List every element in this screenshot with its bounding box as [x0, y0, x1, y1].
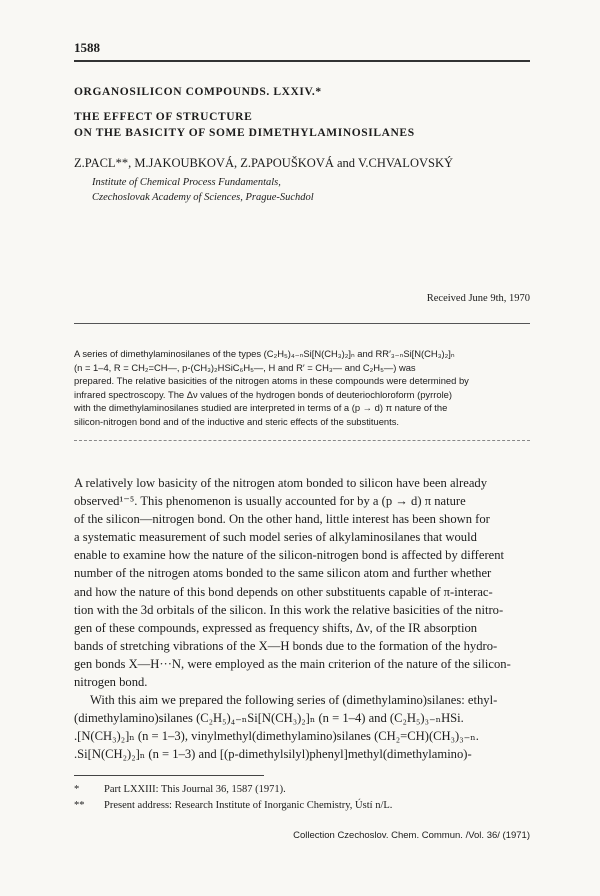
body-line: .Si[N(CH₂)₂]ₙ (n = 1–3) and [(p-dimethylsilyl)phenyl]methyl(dimethylamino)- [74, 747, 472, 762]
abstract-bottom-rule [74, 440, 530, 441]
body-line: gen bonds X—H···N, were employed as the main criterion of the nature of the silicon- [74, 656, 511, 671]
body-line: enable to examine how the nature of the silicon-nitrogen bond is affected by different [74, 548, 505, 563]
footnotes [74, 782, 392, 814]
page-number: 1588 [74, 40, 100, 55]
authors: Z.PACL**, M.JAKOUBKOVÁ, Z.PAPOUŠKOVÁ and V.CHVALOVSKÝ [74, 156, 453, 170]
article-title [74, 84, 530, 141]
abstract-line: (n = 1–4, R = CH₂=CH—, p-(CH₃)₂HSiC₆H₅—, H and R′ = CH₃— and C₂H₅—) was [74, 361, 416, 373]
footnote [74, 782, 392, 798]
body-line: number of the nitrogen atoms bonded to the same silicon atom and further whether [74, 566, 492, 581]
affiliation [92, 175, 314, 205]
journal-footer: Collection Czechoslov. Chem. Commun. /Vol. 36/ (1971) [293, 830, 530, 841]
body-line: With this aim we prepared the following series of (dimethylamino)silanes: ethyl- [90, 693, 498, 708]
header-rule [74, 60, 530, 62]
abstract-line: infrared spectroscopy. The Δν values of the hydrogen bonds of deuteriochloroform (pyrrole) [74, 388, 452, 400]
body-line: a systematic measurement of such model series of alkylaminosilanes that would [74, 530, 477, 545]
body-line: gen of these compounds, expressed as frequency shifts, Δν, of the IR absorption [74, 620, 478, 635]
footnote-text: Present address: Research Institute of Inorganic Chemistry, Ústí n/L. [104, 800, 393, 811]
title-line-1: ORGANOSILICON COMPOUNDS. LXXIV.* [74, 86, 322, 98]
footnote [74, 798, 392, 814]
abstract-top-rule [74, 323, 530, 324]
title-line-3: ON THE BASICITY OF SOME DIMETHYLAMINOSILANES [74, 127, 415, 139]
body-line: and how the nature of this bond depends on other substituents capable of π-interac- [74, 584, 493, 599]
body-line: tion with the 3d orbitals of the silicon. In this work the relative basicities of the nitro- [74, 602, 504, 617]
footnote-rule [74, 775, 264, 776]
title-line-2: THE EFFECT OF STRUCTURE [74, 111, 253, 123]
abstract-line: A series of dimethylaminosilanes of the types (C₂H₅)₄₋ₙSi[N(CH₃)₂]ₙ and RR′₃₋ₙSi[N(CH₃)₂]ₙ [74, 348, 455, 359]
body-line: .[N(CH₃)₂]ₙ (n = 1–3), vinylmethyl(dimethylamino)silanes (CH₂=CH)(CH₃)₃₋ₙ. [74, 729, 479, 744]
body-line: A relatively low basicity of the nitrogen atom bonded to silicon have been already [74, 476, 488, 490]
abstract-line: prepared. The relative basicities of the nitrogen atoms in these compounds were determined by [74, 375, 469, 386]
footnote-text: Part LXXIII: This Journal 36, 1587 (1971). [104, 784, 286, 795]
affiliation-line-1: Institute of Chemical Process Fundamentals, [92, 177, 281, 188]
abstract [74, 347, 530, 428]
affiliation-line-2: Czechoslovak Academy of Sciences, Prague-Suchdol [92, 192, 314, 203]
received-date: Received June 9th, 1970 [426, 293, 530, 304]
body-line: observed¹⁻⁵. This phenomenon is usually accounted for by a (p → d) π nature [74, 494, 466, 509]
body-line: nitrogen bond. [74, 675, 148, 690]
body-line: of the silicon—nitrogen bond. On the other hand, little interest has been shown for [74, 512, 490, 527]
footnote-mark: ** [74, 800, 85, 811]
footnote-mark: * [74, 784, 80, 795]
body-line: bands of stretching vibrations of the X—H bonds due to the formation of the hydro- [74, 638, 498, 653]
abstract-line: silicon-nitrogen bond and of the inductive and steric effects of the substituents. [74, 415, 400, 427]
body-text [74, 474, 530, 764]
abstract-line: with the dimethylaminosilanes studied are interpreted in terms of a (p → d) π nature of the [74, 402, 448, 413]
body-line: (dimethylamino)silanes (C₂H₅)₄₋ₙSi[N(CH₃)₂]ₙ (n = 1–4) and (C₂H₅)₃₋ₙHSi. [74, 711, 464, 726]
